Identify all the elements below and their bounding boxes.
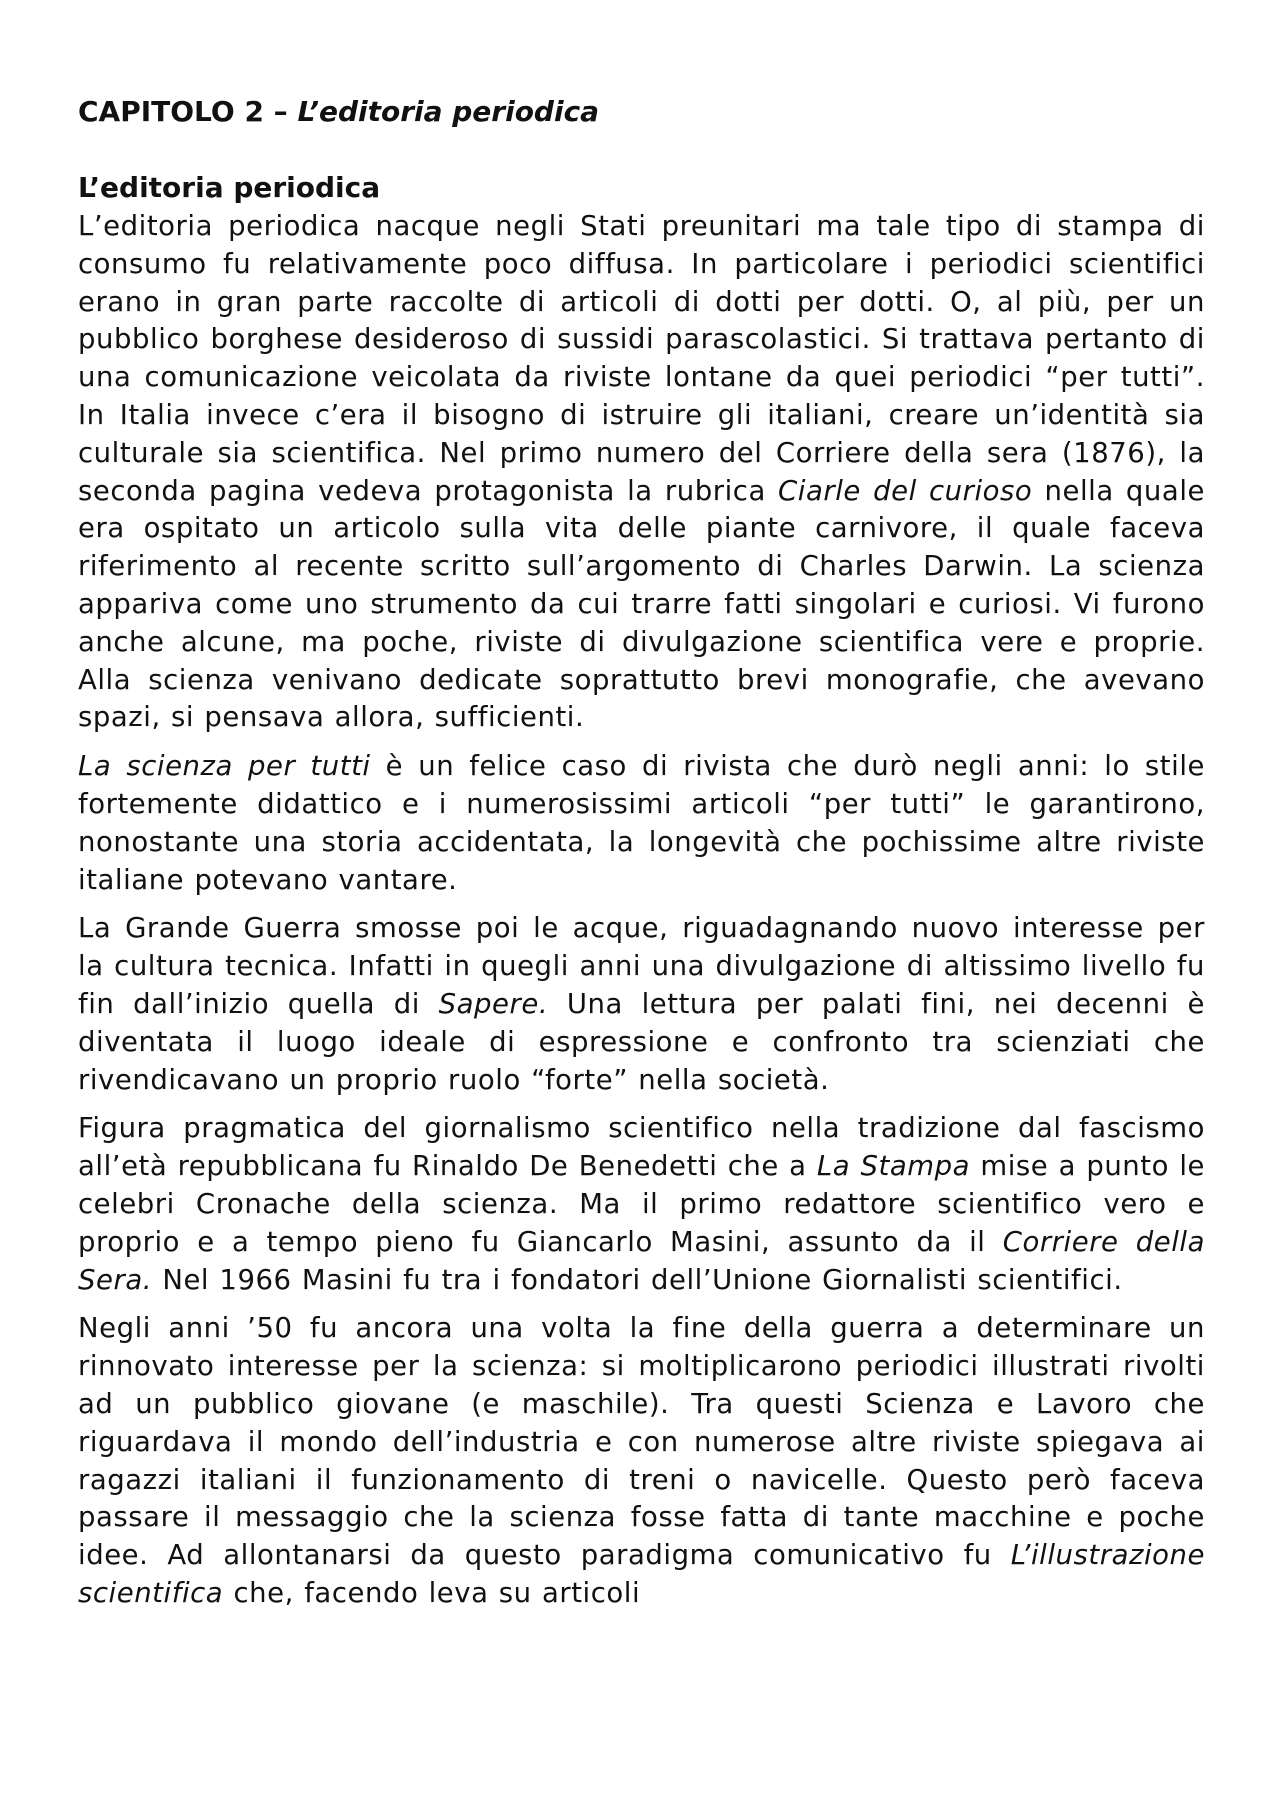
paragraph-4-text-a: Figura pragmatica del giornalismo scientifico nella tradizione dal fascismo all’età repubblicana fu Rinaldo De Benedetti che a [78, 1112, 1205, 1183]
paragraph-5-text-a: Negli anni ’50 fu ancora una volta la fine della guerra a determinare un rinnovato interesse per la scienza: si moltiplicarono periodici illustrati rivolti ad un pubblico giovane (e maschile). Tra questi Scienza e Lavoro che riguardava il mondo dell’industria e con numerose altre riviste spiegava ai ragazzi italiani il funzionamento di treni o navicelle. Questo però faceva passare il messaggio che la scienza fosse fatta di tante macchine e poche idee. Ad allontanarsi da questo paradigma comunicativo fu [78, 1312, 1205, 1572]
paragraph-3-text-a: La Grande Guerra smosse poi le acque, riguadagnando nuovo interesse per la cultura tecnica. Infatti in quegli anni una divulgazione di altissimo livello fu fin dall’inizio quella di [78, 912, 1205, 1020]
paragraph-2-text-b: è un felice caso di rivista che durò negli anni: lo stile fortemente didattico e i numerosissimi articoli “per tutti” le garantirono, nonostante una storia accidentata, la longevità che pochissime altre riviste italiane potevano vantare. [78, 750, 1205, 896]
chapter-title-italic: L’editoria periodica [297, 95, 600, 128]
paragraph-1 [78, 208, 1205, 737]
paragraph-3-italic-sapere: Sapere. [438, 987, 549, 1020]
paragraph-1-text-c: nella quale era ospitato un articolo sulla vita delle piante carnivore, il quale faceva riferimento al recente scritto sull’argomento di Charles Darwin. La scienza appariva come uno strumento da cui trarre fatti singolari e curiosi. Vi furono anche alcune, ma poche, riviste di divulgazione scientifica vere e proprie. Alla scienza venivano dedicate soprattutto brevi monografie, che avevano spazi, si pensava allora, sufficienti. [78, 474, 1205, 734]
chapter-label: CAPITOLO 2 – [78, 95, 298, 128]
section-heading: L’editoria periodica [78, 171, 381, 204]
paragraph-4-text-c: mise a punto le celebri Cronache della scienza. Ma il primo redattore scientifico vero e proprio e a tempo pieno fu Giancarlo Masini, assunto da il [78, 1150, 1205, 1258]
paragraph-2-italic-title: La scienza per tutti [78, 750, 371, 783]
paragraph-3 [78, 910, 1205, 1099]
paragraph-1-text-a: L’editoria periodica nacque negli Stati preunitari ma tale tipo di stampa di consumo fu relativamente poco diffusa. In particolare i periodici scientifici erano in gran parte raccolte di articoli di dotti per dotti. O, al più, per un pubblico borghese desideroso di sussidi parascolastici. Si trattava pertanto di una comunicazione veicolata da riviste lontane da quei periodici “per tutti”. In Italia invece c’era il bisogno di istruire gli italiani, creare un’identità sia culturale sia scientifica. Nel primo numero del Corriere della sera (1876), la seconda pagina vedeva protagonista la rubrica [78, 210, 1205, 507]
document-page [78, 95, 1205, 1609]
chapter-title [78, 95, 1205, 128]
paragraph-4-italic-la-stampa: La Stampa [816, 1150, 971, 1183]
paragraph-4-italic-corriere: Corriere della Sera. [78, 1225, 1205, 1296]
paragraph-5-italic-illustrazione: L’illustrazione scientifica [78, 1539, 1205, 1609]
paragraph-3-text-c: Una lettura per palati fini, nei decenni è diventata il luogo ideale di espressione e confronto tra scienziati che rivendicavano un proprio ruolo “forte” nella società. [78, 987, 1205, 1096]
paragraph-2 [78, 748, 1205, 899]
paragraph-1-italic-ciarle: Ciarle del curioso [778, 474, 1033, 507]
paragraph-5-text-c: che, facendo leva su articoli [223, 1576, 641, 1609]
paragraph-4 [78, 1110, 1205, 1299]
paragraph-4-text-e: Nel 1966 Masini fu tra i fondatori dell’Unione Giornalisti scientifici. [152, 1263, 1123, 1296]
paragraph-5 [78, 1310, 1205, 1609]
